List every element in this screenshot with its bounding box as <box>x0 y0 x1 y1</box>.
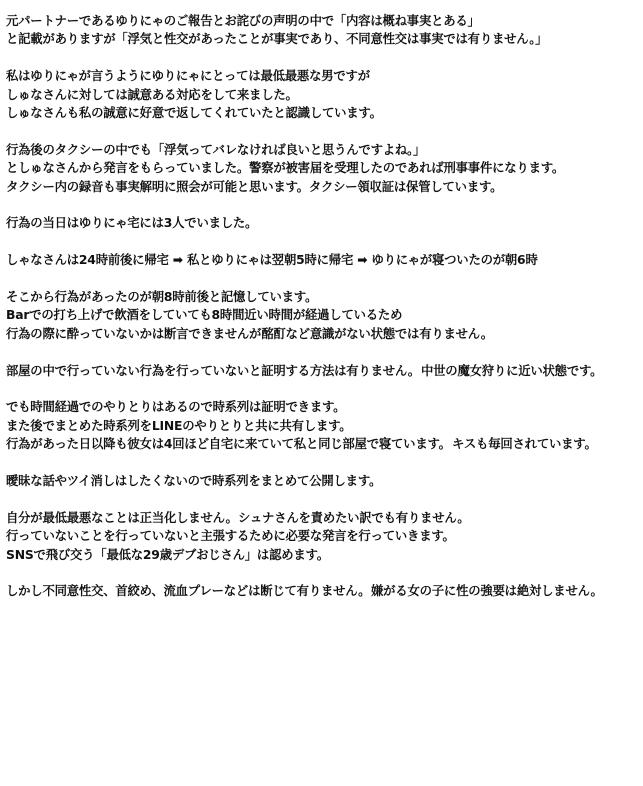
paragraph <box>6 509 642 564</box>
text-line: また後でまとめた時系列をLINEのやりとりと共に共有します。 <box>6 417 352 433</box>
text-line: 行っていないことを行っていないと主張するために必要な発言を行っていきます。 <box>6 528 455 544</box>
text-line: しかし不同意性交、首絞め、流血プレーなどは断じて有りません。 <box>6 583 371 599</box>
paragraph <box>6 214 642 232</box>
paragraph <box>6 398 642 453</box>
paragraph <box>6 12 642 49</box>
paragraph <box>6 67 642 122</box>
text-line: 行為があった日以降も彼女は4回ほど自宅に来ていて私と同じ部屋で寝ています。 <box>6 436 451 452</box>
paragraph <box>6 251 642 269</box>
text-line: 元パートナーであるゆりにゃのご報告とお詫びの声明の中で「内容は概ね事実とある」 <box>6 13 480 28</box>
text-line: 私はゆりにゃが言うようにゆりにゃにとっては最低最悪な男ですが <box>6 68 370 84</box>
text-line: しゅなさんに対しては誠意ある対応をして来ました。 <box>6 86 298 102</box>
text-line: 行為の際に酔っていないかは断言できませんが酩酊など意識がない状態では有りません。 <box>6 325 493 341</box>
text-line: 部屋の中で行っていない行為を行っていないと証明する方法は有りません。 <box>6 362 420 378</box>
paragraph <box>6 472 642 490</box>
text-line: シュナさんを責めたい訳でも有りません。 <box>238 509 470 525</box>
text-line: しゅなさんも私の誠意に好意で返してくれていたと認識しています。 <box>6 105 382 121</box>
statement-document <box>6 12 642 619</box>
text-line: しゃなさんは24時前後に帰宅 ➡ 私とゆりにゃは翌朝5時に帰宅 ➡ ゆりにゃが寝ついたのが朝6時 <box>6 252 538 268</box>
paragraph <box>6 362 642 380</box>
text-line: タクシー内の録音も事実解明に照会が可能と思います。タクシー領収証は保管しています。 <box>6 178 503 194</box>
text-line: Barでの打ち上げで飲酒をしていても8時間近い時間が経過しているため <box>6 307 403 323</box>
text-line: 行為の当日はゆりにゃ宅には3人でいました。 <box>6 215 258 231</box>
text-line: そこから行為があったのが朝8時前後と記憶しています。 <box>6 289 318 305</box>
paragraph <box>6 582 642 600</box>
text-line: と記載がありますが「浮気と性交があったことが事実であり、不同意性交は事実では有りません。」 <box>6 31 548 47</box>
text-line: としゅなさんから発言をもらっていました。警察が被害届を受理したのであれば刑事事件になります。 <box>6 160 565 176</box>
text-line: でも時間経過でのやりとりはあるので時系列は証明できます。 <box>6 399 346 415</box>
paragraph <box>6 141 642 196</box>
text-line: 自分が最低最悪なことは正当化しません。 <box>6 509 238 525</box>
text-line: 嫌がる女の子に性の強要は絶対しません。 <box>371 583 604 599</box>
text-line: 行為後のタクシーの中でも「浮気ってバレなければ良いと思うんですよね。」 <box>6 141 426 157</box>
paragraph <box>6 288 642 343</box>
text-line: 中世の魔女狩りに近い状態です。 <box>421 362 603 378</box>
text-line: 曖昧な話やツイ消しはしたくないので時系列をまとめて公開します。 <box>6 473 382 489</box>
text-line: SNSで飛び交う「最低な29歳デブおじさん」は認めます。 <box>6 546 329 562</box>
text-line: キスも毎回されています。 <box>452 436 597 452</box>
